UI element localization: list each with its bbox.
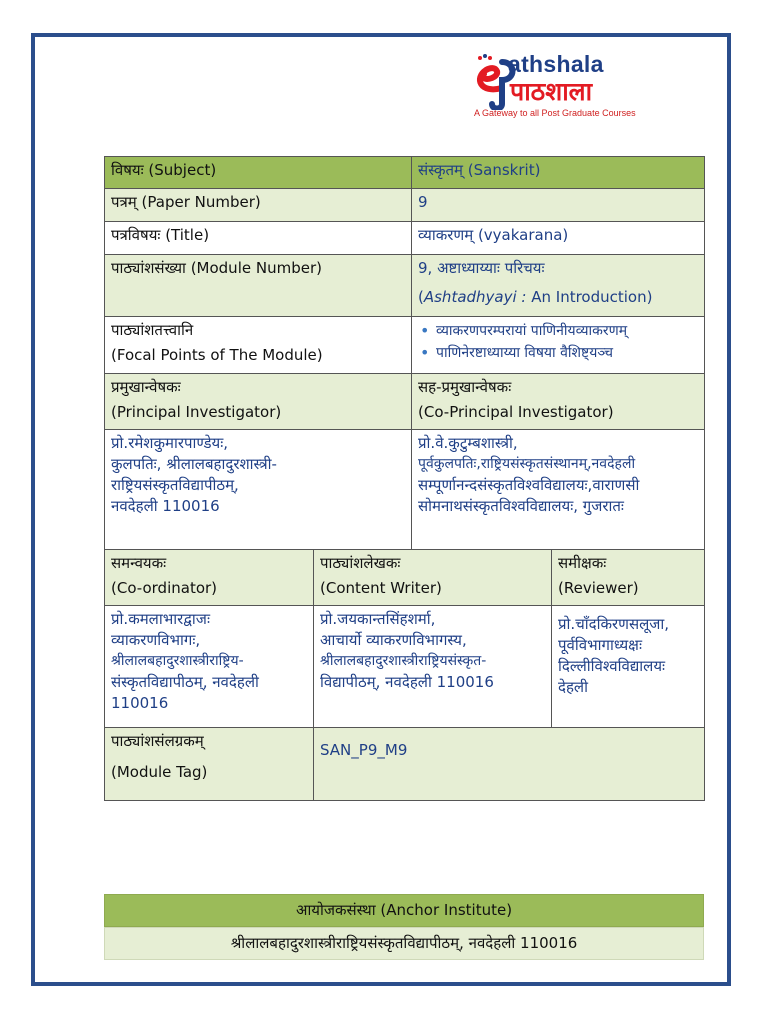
reviewer-label-hi: समीक्षकः	[558, 554, 607, 572]
staff-header-row	[105, 550, 705, 606]
writer-line: विद्यापीठम्, नवदेहली 110016	[320, 673, 494, 691]
module-tag-value: SAN_P9_M9	[314, 728, 705, 801]
module-tag-label	[105, 728, 314, 801]
reviewer-line: देहली	[558, 678, 588, 696]
focal-point-item: • व्याकरणपरम्परायां पाणिनीयव्याकरणम्	[436, 320, 698, 342]
staff-table	[104, 549, 705, 801]
coordinator-label-hi: समन्वयकः	[111, 554, 167, 572]
module-number-line1: 9, अष्टाध्याय्याः परिचयः	[418, 259, 545, 277]
focal-points-list	[418, 320, 698, 364]
focal-points-row	[105, 317, 705, 374]
brand-name-en: athshala	[508, 51, 604, 77]
writer-line: श्रीलालबहादुरशास्त्रीराष्ट्रियसंस्कृत-	[320, 653, 487, 669]
coordinator-line: व्याकरणविभागः,	[111, 631, 201, 649]
paren-open: (	[418, 288, 424, 306]
copi-line: सम्पूर्णानन्दसंस्कृतविश्वविद्यालयः,वाराणसी	[418, 476, 640, 494]
title-value: व्याकरणम् (vyakarana)	[412, 222, 705, 255]
focal-point-item: • पाणिनेरष्टाध्याय्या विषया वैशिष्ट्यञ्च	[436, 342, 698, 364]
anchor-institute-label: आयोजकसंस्था (Anchor Institute)	[104, 894, 704, 927]
pi-line: कुलपतिः, श्रीलालबहादुरशास्त्री-	[111, 455, 277, 473]
coordinator-label	[105, 550, 314, 606]
coordinator-value	[105, 606, 314, 728]
writer-label	[314, 550, 552, 606]
writer-line: प्रो.जयकान्तसिंहशर्मा,	[320, 610, 436, 628]
anchor-institute-name: श्रीलालबहादुरशास्त्रीराष्ट्रियसंस्कृतविद्यापीठम्, नवदेहली 110016	[104, 927, 704, 960]
coordinator-line: प्रो.कमलाभारद्वाजः	[111, 610, 210, 628]
module-number-value	[412, 255, 705, 317]
coordinator-line: 110016	[111, 694, 169, 712]
module-number-row	[105, 255, 705, 317]
copi-label-en: (Co-Principal Investigator)	[418, 403, 614, 421]
copi-label-hi: सह-प्रमुखान्वेषकः	[418, 378, 512, 396]
focal-points-label	[105, 317, 412, 374]
coordinator-line: श्रीलालबहादुरशास्त्रीराष्ट्रिय-	[111, 653, 244, 669]
brand-name-hi: पाठशाला	[510, 77, 593, 106]
coordinator-line: संस्कृतविद्यापीठम्, नवदेहली	[111, 673, 259, 691]
module-number-label: पाठ्यांशसंख्या (Module Number)	[105, 255, 412, 317]
module-number-line2	[418, 287, 698, 308]
investigator-header-row	[105, 374, 705, 430]
reviewer-label	[552, 550, 705, 606]
writer-label-hi: पाठ्यांशलेखकः	[320, 554, 401, 572]
copi-line: प्रो.वे.कुटुम्बशास्त्री,	[418, 434, 518, 452]
reviewer-line: प्रो.चाँदकिरणसलूजा,	[558, 615, 670, 633]
paper-value: 9	[412, 189, 705, 222]
coordinator-label-en: (Co-ordinator)	[111, 579, 218, 597]
pi-value	[105, 430, 412, 550]
module-tag-label-hi: पाठ्यांशसंलग्रकम्	[111, 732, 204, 750]
epathshala-logo	[470, 46, 670, 126]
writer-value	[314, 606, 552, 728]
copi-label	[412, 374, 705, 430]
paper-label: पत्रम् (Paper Number)	[105, 189, 412, 222]
title-row	[105, 222, 705, 255]
copi-line: पूर्वकुलपतिः,राष्ट्रियसंस्कृतसंस्थानम्,नवदेहली	[418, 456, 636, 472]
pi-line: प्रो.रमेशकुमारपाण्डेयः,	[111, 434, 229, 452]
title-label: पत्रविषयः (Title)	[105, 222, 412, 255]
module-info-table	[104, 156, 705, 550]
subject-label: विषयः (Subject)	[105, 157, 412, 189]
reviewer-value	[552, 606, 705, 728]
writer-label-en: (Content Writer)	[320, 579, 442, 597]
focal-label-en: (Focal Points of The Module)	[111, 346, 323, 364]
pi-line: नवदेहली 110016	[111, 497, 220, 515]
reviewer-line: दिल्लीविश्वविद्यालयः	[558, 657, 666, 675]
module-tag-row	[105, 728, 705, 801]
focal-label-hi: पाठ्यांशतत्त्वानि	[111, 321, 194, 339]
investigator-value-row	[105, 430, 705, 550]
copi-line: सोमनाथसंस्कृतविश्वविद्यालयः, गुजरातः	[418, 497, 624, 515]
reviewer-label-en: (Reviewer)	[558, 579, 639, 597]
pi-line: राष्ट्रियसंस्कृतविद्यापीठम्,	[111, 476, 239, 494]
focal-points-value	[412, 317, 705, 374]
paper-row	[105, 189, 705, 222]
copi-value	[412, 430, 705, 550]
pi-label	[105, 374, 412, 430]
pi-label-hi: प्रमुखान्वेषकः	[111, 378, 181, 396]
pi-label-en: (Principal Investigator)	[111, 403, 282, 421]
brand-tagline: A Gateway to all Post Graduate Courses	[474, 108, 636, 118]
module-name-italic: Ashtadhyayi :	[423, 288, 532, 306]
subject-value: संस्कृतम् (Sanskrit)	[412, 157, 705, 189]
reviewer-line: पूर्वविभागाध्यक्षः	[558, 636, 642, 654]
staff-value-row	[105, 606, 705, 728]
module-tag-label-en: (Module Tag)	[111, 763, 208, 781]
module-name-rest: An Introduction)	[531, 288, 653, 306]
subject-row	[105, 157, 705, 189]
writer-line: आचार्यो व्याकरणविभागस्य,	[320, 631, 467, 649]
